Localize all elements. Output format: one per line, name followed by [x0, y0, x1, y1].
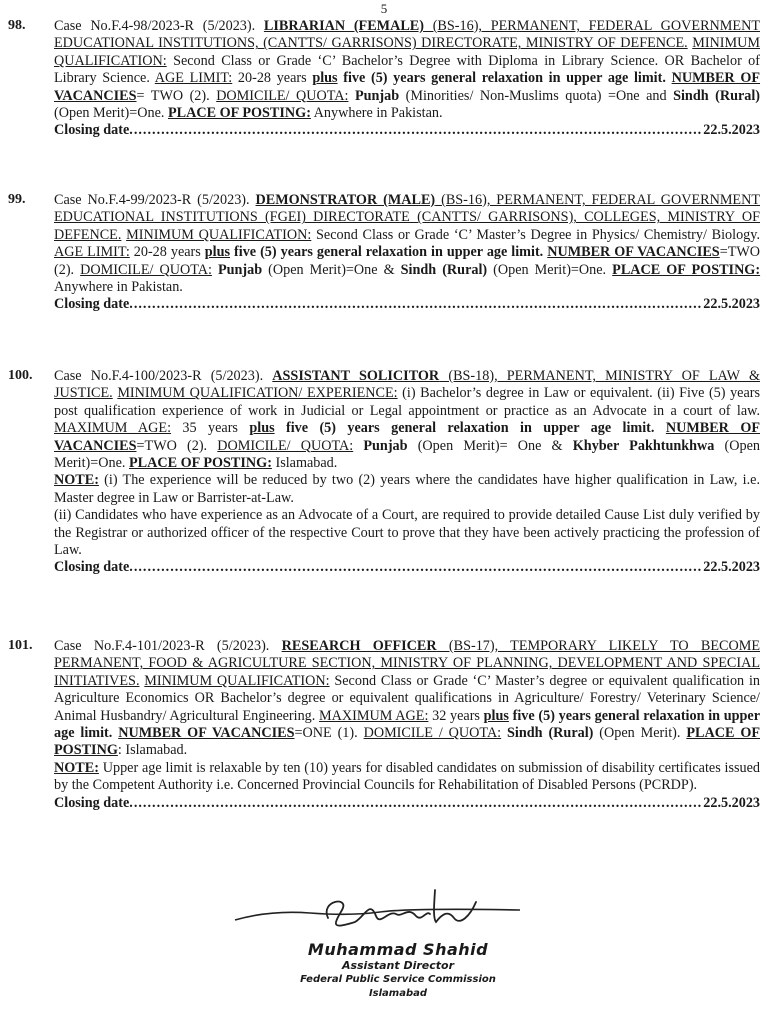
post-detail: (BS-16), PERMANENT, FEDERAL GOVERNMENT EDUCATIONAL INSTITUTIONS (FGEI) DIRECTORATE (CANTTS/ GARRISONS), COLLEGES, MINISTRY OF DEFENCE.: [54, 192, 761, 243]
item-number: 98.: [8, 18, 26, 33]
domicile-label: DOMICILE/ QUOTA:: [216, 87, 349, 104]
age-text: 20-28 years: [129, 244, 205, 261]
signatory-org: Federal Public Service Commission: [300, 974, 496, 985]
qualification-label: MINIMUM QUALIFICATION/ EXPERIENCE:: [117, 385, 398, 402]
case-number: Case No.F.4-99/2023-R (5/2023).: [54, 192, 250, 208]
province-1: Punjab: [363, 437, 408, 454]
province-2: Sindh (Rural): [400, 261, 488, 278]
signature-image: [230, 880, 530, 940]
province-1-text: (Minorities/ Non-Muslims quota) =One and: [399, 87, 674, 104]
closing-date-row: [54, 559, 760, 576]
closing-date: 22.5.2023: [703, 794, 760, 811]
post-title: RESEARCH OFFICER: [281, 638, 437, 654]
post-title: LIBRARIAN (FEMALE): [263, 18, 424, 34]
province-1-text: (Open Merit)=One &: [262, 261, 401, 278]
relaxation-text: five (5) years general relaxation in upper age limit.: [337, 70, 666, 87]
province-1: Punjab: [217, 261, 263, 278]
note-text: Upper age limit is relaxable by ten (10) years for disabled candidates on submission of disability certificates issued by the Competent Authority i.e. Concerned Provincial Councils for Rehabilitation of Disabled Persons (PCRDP).: [54, 759, 760, 794]
vacancies-label: NUMBER OF VACANCIES: [54, 70, 761, 104]
relaxation-text: five (5) years general relaxation in upper age limit.: [230, 244, 544, 261]
vacancies-text: =ONE (1).: [294, 725, 358, 742]
qualification-text: Second Class or Grade ‘C’ Master’s Degree in Physics/ Chemistry/ Biology.: [311, 226, 760, 243]
province-2-text: (Open Merit)=One.: [54, 105, 165, 122]
posting-label: PLACE OF POSTING:: [612, 261, 761, 278]
plus-text: plus: [204, 244, 231, 261]
item-number: 100.: [8, 368, 33, 383]
province-2-text: (Open Merit)=One.: [487, 261, 607, 278]
relaxation-text: five (5) years general relaxation in upper age limit.: [54, 707, 761, 742]
domicile-label: DOMICILE/ QUOTA:: [80, 261, 212, 278]
age-label: AGE LIMIT:: [54, 244, 130, 261]
domicile-label: DOMICILE / QUOTA:: [363, 725, 502, 742]
item-body: [54, 638, 760, 812]
case-number: Case No.F.4-100/2023-R (5/2023).: [54, 368, 264, 384]
age-text: 35 years: [171, 420, 250, 437]
closing-date-row: [54, 795, 760, 812]
qualification-text: Second Class or Grade ‘C’ Bachelor’s Degree with Diploma in Library Science. OR Bachelor of Library Science.: [54, 52, 760, 87]
age-text: 32 years: [428, 707, 484, 724]
item-body: [54, 192, 760, 314]
note-label: NOTE:: [54, 759, 99, 776]
item-body: [54, 18, 760, 140]
age-label: MAXIMUM AGE:: [54, 420, 172, 437]
post-detail: (BS-17), TEMPORARY LIKELY TO BECOME PERMANENT, FOOD & AGRICULTURE SECTION, MINISTRY OF PLANNING, DEVELOPMENT AND SPECIAL INITIATIVES.: [54, 638, 761, 689]
posting-label: PLACE OF POSTING:: [128, 455, 272, 472]
closing-date: 22.5.2023: [703, 559, 760, 576]
item-number: 101.: [8, 638, 33, 653]
post-detail: (BS-16), PERMANENT, FEDERAL GOVERNMENT EDUCATIONAL INSTITUTIONS, (CANTTS/ GARRISONS) DIRECTORATE, MINISTRY OF DEFENCE.: [54, 18, 760, 52]
note-text: (i) The experience will be reduced by two (2) years where the candidates have higher qualification in Law, i.e. Master degree in Law or Barrister-at-Law.: [54, 472, 760, 506]
post-title: DEMONSTRATOR (MALE): [255, 192, 436, 208]
province-2: Sindh (Rural): [673, 87, 761, 104]
closing-label: Closing date: [54, 794, 130, 811]
posting-text: Anywhere in Pakistan.: [54, 279, 183, 296]
vacancies-label: NUMBER OF VACANCIES: [547, 244, 720, 261]
page-number: 5: [380, 1, 388, 16]
domicile-label: DOMICILE/ QUOTA:: [217, 437, 354, 454]
closing-date: 22.5.2023: [703, 296, 760, 313]
closing-date-row: [54, 296, 760, 313]
posting-label: PLACE OF POSTING: [54, 725, 761, 759]
closing-label: Closing date: [54, 559, 130, 576]
province-1: Sindh (Rural): [507, 725, 594, 742]
closing-date-row: [54, 122, 760, 139]
posting-text: : Islamabad.: [117, 742, 188, 759]
item-number: 99.: [8, 192, 26, 207]
posting-text: Islamabad.: [271, 455, 338, 472]
age-text: 20-28 years: [232, 70, 313, 87]
post-title: ASSISTANT SOLICITOR: [272, 368, 440, 384]
vacancies-label: NUMBER OF VACANCIES: [54, 420, 761, 454]
posting-text: Anywhere in Pakistan.: [310, 105, 443, 122]
vacancies-text: = TWO (2).: [136, 87, 210, 104]
qualification-label: MINIMUM QUALIFICATION:: [144, 672, 330, 689]
age-label: AGE LIMIT:: [154, 70, 233, 87]
province-1: Punjab: [354, 87, 400, 104]
province-2-text: (Open Merit)=One.: [54, 437, 760, 472]
item-body: [54, 368, 760, 577]
plus-text: plus: [483, 707, 509, 724]
closing-date: 22.5.2023: [703, 122, 760, 139]
vacancies-label: NUMBER OF VACANCIES: [118, 725, 295, 742]
qualification-label: MINIMUM QUALIFICATION:: [54, 35, 761, 69]
note-text-2: (ii) Candidates who have experience as an Advocate of a Court, are required to provide detailed Cause List duly verified by the Registrar or authorized officer of the respective Court to prove that they have been actively practicing the profession of Law.: [54, 507, 760, 559]
case-number: Case No.F.4-101/2023-R (5/2023).: [54, 638, 270, 654]
post-detail: (BS-18), PERMANENT, MINISTRY OF LAW & JUSTICE.: [54, 368, 761, 402]
closing-label: Closing date: [54, 122, 130, 139]
note-label: NOTE:: [54, 472, 99, 489]
age-label: MAXIMUM AGE:: [319, 707, 429, 724]
qualification-label: MINIMUM QUALIFICATION:: [126, 226, 312, 243]
province-1-text: (Open Merit)= One &: [407, 437, 573, 454]
case-number: Case No.F.4-98/2023-R (5/2023).: [54, 18, 256, 34]
province-1-text: (Open Merit).: [593, 725, 681, 742]
posting-label: PLACE OF POSTING:: [167, 105, 311, 122]
vacancies-text: =TWO (2).: [136, 437, 208, 454]
closing-label: Closing date: [54, 296, 130, 313]
signatory-name: Muhammad Shahid: [307, 940, 489, 959]
vacancies-text: =TWO (2).: [54, 244, 761, 278]
qualification-text: (i) Bachelor’s degree in Law or equivalent. (ii) Five (5) years post qualification experience of work in Judicial or Legal appointment or practice as an Advocate in a court of law.: [54, 385, 761, 419]
qualification-text: Second Class or Grade ‘C’ Master’s degree or equivalent qualification in Agriculture Economics OR Bachelor’s degree or equivalent qualifications in Agriculture/ Forestry/ Veterinary Science/ Animal Husbandry/ Agricultural Engineering.: [54, 672, 760, 724]
relaxation-text: five (5) years general relaxation in upper age limit.: [274, 420, 655, 437]
plus-text: plus: [312, 70, 338, 87]
signatory-title: Assistant Director: [341, 959, 455, 972]
province-2: Khyber Pakhtunkhwa: [572, 437, 715, 454]
plus-text: plus: [249, 420, 275, 437]
signatory-city: Islamabad: [368, 988, 428, 999]
signatory-block: [268, 940, 528, 1001]
